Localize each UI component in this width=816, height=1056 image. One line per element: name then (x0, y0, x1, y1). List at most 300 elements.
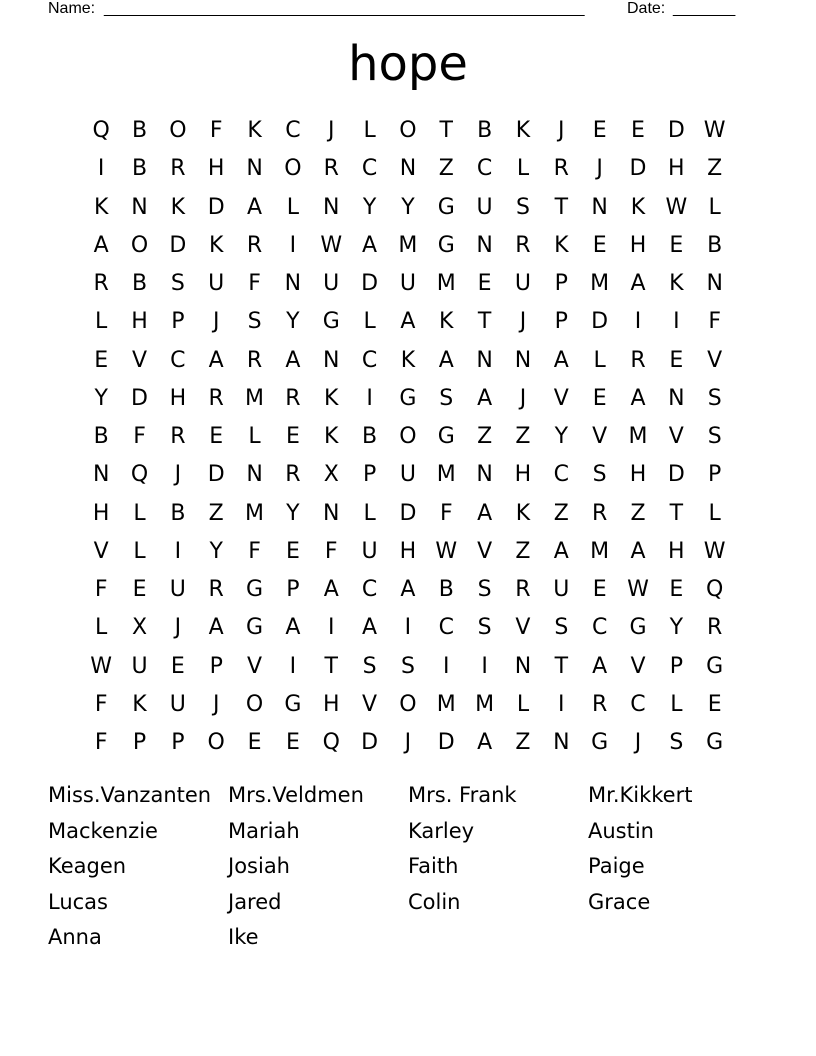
grid-letter: V (630, 653, 646, 679)
grid-letter: R (246, 232, 263, 258)
grid-letter: R (208, 577, 224, 603)
grid-letter: I (404, 615, 412, 641)
grid-letter: F (94, 577, 108, 603)
grid-letter: V (592, 424, 608, 450)
grid-letter: J (327, 118, 335, 144)
grid-letter: R (515, 577, 531, 603)
grid-letter: S (477, 615, 492, 641)
grid-letter: H (399, 538, 417, 564)
grid-letter: S (170, 271, 185, 297)
grid-letter: O (130, 232, 149, 258)
grid-letter: E (669, 347, 684, 373)
grid-letter: C (630, 691, 646, 717)
grid-letter: Y (362, 194, 377, 220)
name-label: Name: (48, 0, 96, 17)
grid-letter: M (590, 538, 610, 564)
grid-letter: B (362, 424, 378, 450)
grid-letter: T (439, 118, 453, 144)
grid-letter: Q (92, 118, 110, 144)
grid-letter: A (630, 271, 646, 297)
grid-letter: N (131, 194, 148, 220)
grid-letter: U (399, 271, 416, 297)
grid-letter: D (667, 462, 685, 488)
grid-letter: H (629, 462, 647, 488)
grid-letter: A (553, 538, 569, 564)
grid-letter: R (553, 156, 569, 182)
grid-letter: J (519, 385, 527, 411)
grid-letter: D (169, 232, 187, 258)
grid-letter: S (400, 653, 415, 679)
grid-letter: E (631, 118, 645, 144)
grid-letter: E (592, 577, 607, 603)
grid-letter: C (361, 347, 378, 373)
grid-letter: M (436, 271, 456, 297)
grid-letter: E (592, 232, 607, 258)
grid-letter: Z (515, 730, 531, 756)
grid-letter: N (323, 347, 340, 373)
word-list-item: Miss.Vanzanten (48, 783, 212, 807)
word-list-item: Grace (588, 889, 651, 914)
grid-letter: N (92, 462, 110, 488)
grid-letter: A (247, 194, 263, 220)
grid-row (82, 456, 734, 494)
grid-letter: E (132, 577, 147, 603)
grid-letter: P (171, 309, 185, 335)
grid-letter: Y (401, 194, 415, 220)
grid-letter: P (669, 653, 683, 679)
grid-letter: O (245, 691, 264, 717)
grid-letter: W (627, 577, 649, 603)
grid-letter: R (630, 347, 646, 373)
grid-letter: V (515, 615, 531, 641)
word-list-item: Karley (408, 818, 475, 843)
grid-letter: V (477, 538, 493, 564)
grid-letter: W (703, 538, 726, 564)
grid-letter: P (554, 309, 568, 335)
grid-letter: J (519, 309, 527, 335)
grid-letter: G (629, 615, 647, 641)
grid-letter: V (131, 347, 148, 373)
grid-letter: D (667, 118, 685, 144)
grid-letter: I (366, 385, 373, 411)
grid-letter: G (322, 309, 340, 335)
grid-letter: V (362, 691, 378, 717)
grid-letter: M (436, 691, 456, 717)
grid-letter: L (363, 500, 376, 526)
grid-letter: M (245, 385, 265, 411)
word-list-item: Colin (408, 889, 461, 914)
grid-letter: C (476, 156, 493, 182)
grid-letter: A (477, 500, 493, 526)
grid-letter: M (398, 232, 418, 258)
grid-letter: L (708, 194, 721, 220)
grid-letter: R (170, 156, 186, 182)
grid-letter: A (208, 615, 224, 641)
grid-letter: U (476, 194, 493, 220)
grid-letter: Q (130, 462, 149, 488)
grid-letter: A (592, 653, 608, 679)
word-list-item: Josiah (228, 854, 290, 878)
grid-letter: G (246, 615, 264, 641)
grid-letter: J (404, 730, 412, 756)
grid-letter: L (708, 500, 721, 526)
grid-row (82, 227, 734, 265)
grid-letter: K (515, 118, 531, 144)
grid-letter: P (286, 577, 300, 603)
word-list-item: Mrs.Veldmen (228, 783, 364, 807)
grid-letter: Y (554, 424, 569, 450)
grid-letter: D (361, 730, 379, 756)
grid-letter: B (477, 118, 493, 144)
grid-letter: W (703, 118, 726, 144)
grid-letter: R (591, 500, 608, 526)
grid-letter: N (476, 232, 493, 258)
grid-letter: N (476, 462, 493, 488)
grid-letter: L (95, 309, 108, 335)
grid-letter: O (399, 118, 417, 144)
grid-letter: E (285, 424, 300, 450)
grid-letter: O (399, 691, 417, 717)
grid-letter: A (477, 730, 493, 756)
grid-letter: B (170, 500, 186, 526)
grid-letter: G (437, 232, 455, 258)
grid-letter: L (286, 194, 300, 220)
grid-letter: I (289, 653, 297, 679)
grid-letter: D (131, 385, 148, 411)
grid-letter: E (477, 271, 492, 297)
grid-letter: L (363, 309, 376, 335)
grid-letter: E (285, 730, 300, 756)
grid-letter: N (553, 730, 570, 756)
grid-letter: S (439, 385, 454, 411)
grid-letter: F (324, 538, 338, 564)
grid-letter: E (170, 653, 185, 679)
grid-letter: R (285, 462, 301, 488)
grid-letter: K (630, 194, 646, 220)
grid-letter: I (634, 309, 642, 335)
grid-letter: N (514, 653, 532, 679)
grid-letter: U (131, 653, 148, 679)
grid-letter: K (170, 194, 186, 220)
grid-letter: V (553, 385, 569, 411)
grid-letter: S (592, 462, 607, 488)
grid-letter: T (324, 653, 338, 679)
worksheet-header (48, 0, 748, 20)
grid-letter: K (669, 271, 684, 297)
grid-letter: H (668, 538, 685, 564)
grid-letter: K (132, 691, 147, 717)
grid-letter: H (169, 385, 187, 411)
grid-row (82, 686, 734, 724)
grid-letter: I (558, 691, 565, 717)
grid-letter: G (437, 424, 455, 450)
word-list-item: Mr.Kikkert (588, 783, 693, 807)
grid-letter: D (591, 309, 609, 335)
grid-letter: J (174, 615, 182, 641)
grid-letter: C (170, 347, 186, 373)
grid-letter: O (399, 424, 417, 450)
grid-letter: M (475, 691, 495, 717)
grid-letter: L (516, 691, 530, 717)
grid-letter: F (439, 500, 453, 526)
grid-letter: V (93, 538, 109, 564)
grid-letter: U (208, 271, 225, 297)
grid-letter: E (669, 577, 684, 603)
grid-letter: S (707, 385, 722, 411)
grid-letter: H (207, 156, 225, 182)
grid-letter: K (324, 385, 339, 411)
grid-row (82, 265, 734, 303)
grid-row (82, 495, 734, 533)
grid-letter: Q (706, 577, 724, 603)
grid-letter: M (628, 424, 648, 450)
grid-row (82, 571, 734, 609)
grid-letter: H (131, 309, 148, 335)
grid-letter: L (133, 538, 146, 564)
grid-letter: C (285, 118, 301, 144)
grid-letter: Y (286, 500, 300, 526)
grid-letter: T (554, 194, 569, 220)
grid-letter: A (630, 538, 646, 564)
grid-letter: B (131, 156, 148, 182)
grid-letter: R (323, 156, 339, 182)
grid-letter: N (399, 156, 417, 182)
grid-letter: S (515, 194, 530, 220)
grid-letter: C (553, 462, 569, 488)
grid-letter: L (670, 691, 683, 717)
grid-letter: Z (438, 156, 454, 182)
grid-letter: R (93, 271, 109, 297)
grid-row (82, 724, 734, 762)
grid-letter: K (515, 500, 531, 526)
grid-letter: Z (553, 500, 569, 526)
grid-row (82, 418, 734, 456)
grid-row (82, 533, 734, 571)
grid-letter: D (207, 194, 225, 220)
grid-letter: R (170, 424, 186, 450)
grid-letter: R (707, 615, 723, 641)
word-list (48, 778, 768, 956)
grid-letter: E (707, 691, 722, 717)
grid-letter: A (630, 385, 646, 411)
grid-letter: B (131, 118, 148, 144)
grid-letter: K (247, 118, 262, 144)
grid-letter: X (131, 615, 148, 641)
grid-letter: N (514, 347, 532, 373)
grid-letter: P (554, 271, 568, 297)
grid-letter: J (596, 156, 603, 182)
grid-letter: J (634, 730, 642, 756)
grid-letter: J (212, 309, 220, 335)
grid-letter: U (399, 462, 416, 488)
grid-letter: S (477, 577, 492, 603)
word-list-item: Austin (588, 818, 654, 843)
grid-letter: J (558, 118, 565, 144)
grid-letter: O (207, 730, 225, 756)
grid-letter: Z (515, 424, 531, 450)
grid-letter: Q (322, 730, 340, 756)
grid-letter: Y (94, 385, 108, 411)
grid-letter: C (591, 615, 608, 641)
grid-row (82, 112, 734, 150)
word-list-item: Paige (588, 854, 645, 878)
grid-letter: N (323, 194, 340, 220)
grid-letter: H (322, 691, 340, 717)
grid-letter: B (707, 232, 723, 258)
grid-letter: E (592, 118, 607, 144)
grid-letter: A (400, 577, 416, 603)
grid-letter: P (132, 730, 147, 756)
grid-letter: A (477, 385, 493, 411)
grid-letter: G (246, 577, 264, 603)
grid-row (82, 609, 734, 647)
grid-letter: K (324, 424, 339, 450)
grid-letter: E (209, 424, 224, 450)
grid-letter: W (90, 653, 113, 679)
grid-row (82, 150, 734, 188)
grid-letter: E (669, 232, 684, 258)
grid-letter: K (439, 309, 454, 335)
grid-letter: N (476, 347, 493, 373)
grid-letter: N (323, 500, 340, 526)
grid-letter: L (516, 156, 530, 182)
grid-letter: A (323, 577, 339, 603)
grid-letter: E (285, 538, 300, 564)
grid-letter: S (247, 309, 262, 335)
word-list-item: Faith (408, 854, 459, 878)
grid-letter: D (399, 500, 417, 526)
grid-letter: D (437, 730, 455, 756)
grid-letter: D (361, 271, 379, 297)
grid-letter: U (514, 271, 531, 297)
grid-letter: A (285, 615, 301, 641)
grid-letter: H (92, 500, 110, 526)
grid-letter: U (361, 538, 378, 564)
grid-letter: P (708, 462, 722, 488)
grid-letter: G (284, 691, 302, 717)
grid-letter: G (399, 385, 417, 411)
grid-letter: S (362, 653, 377, 679)
grid-letter: N (246, 156, 263, 182)
grid-letter: A (400, 309, 416, 335)
grid-letter: A (362, 232, 378, 258)
grid-letter: L (363, 118, 376, 144)
grid-row (82, 342, 734, 380)
grid-letter: H (629, 232, 647, 258)
grid-letter: Z (515, 538, 531, 564)
grid-letter: E (94, 347, 109, 373)
grid-letter: W (320, 232, 343, 258)
grid-letter: F (94, 730, 108, 756)
grid-letter: L (95, 615, 108, 641)
grid-letter: D (207, 462, 225, 488)
grid-letter: W (435, 538, 458, 564)
grid-row (82, 380, 734, 418)
grid-letter: N (706, 271, 723, 297)
grid-letter: V (668, 424, 684, 450)
grid-row (82, 303, 734, 341)
grid-letter: S (554, 615, 569, 641)
grid-letter: G (591, 730, 609, 756)
grid-letter: Z (630, 500, 646, 526)
grid-letter: F (248, 538, 261, 564)
grid-letter: O (169, 118, 187, 144)
grid-letter: E (247, 730, 262, 756)
puzzle-title: hope (348, 36, 468, 92)
grid-letter: E (592, 385, 607, 411)
grid-letter: J (212, 691, 220, 717)
grid-letter: A (438, 347, 454, 373)
word-list-item: Lucas (48, 889, 108, 914)
grid-letter: C (361, 156, 378, 182)
grid-letter: H (514, 462, 532, 488)
grid-letter: R (285, 385, 301, 411)
grid-letter: L (248, 424, 261, 450)
grid-letter: X (323, 462, 339, 488)
grid-row (82, 189, 734, 227)
grid-letter: U (169, 691, 186, 717)
grid-letter: F (248, 271, 261, 297)
grid-letter: R (591, 691, 608, 717)
grid-letter: I (97, 156, 105, 182)
grid-letter: P (362, 462, 377, 488)
letter-grid (82, 112, 734, 762)
grid-letter: I (327, 615, 335, 641)
grid-letter: M (245, 500, 265, 526)
grid-letter: I (289, 232, 297, 258)
grid-letter: H (668, 156, 685, 182)
grid-letter: V (707, 347, 723, 373)
word-list-item: Mackenzie (48, 818, 158, 843)
grid-letter: S (669, 730, 684, 756)
grid-letter: P (209, 653, 223, 679)
grid-letter: G (437, 194, 455, 220)
grid-letter: T (554, 653, 569, 679)
grid-letter: U (553, 577, 570, 603)
grid-letter: L (593, 347, 606, 373)
grid-letter: F (708, 309, 721, 335)
grid-letter: B (93, 424, 109, 450)
grid-letter: Y (669, 615, 684, 641)
grid-letter: M (590, 271, 610, 297)
grid-letter: F (94, 691, 108, 717)
grid-letter: U (323, 271, 340, 297)
grid-letter: L (133, 500, 146, 526)
grid-letter: Z (707, 156, 723, 182)
grid-letter: D (629, 156, 647, 182)
word-list-item: Keagen (48, 854, 127, 878)
word-list-item: Jared (228, 889, 282, 914)
grid-letter: N (591, 194, 608, 220)
grid-letter: Y (209, 538, 223, 564)
grid-letter: I (443, 653, 450, 679)
grid-letter: G (706, 653, 724, 679)
grid-letter: Z (208, 500, 224, 526)
word-list-item: Ike (228, 925, 259, 949)
grid-letter: R (515, 232, 531, 258)
grid-letter: B (131, 271, 148, 297)
grid-letter: K (400, 347, 416, 373)
grid-letter: N (284, 271, 302, 297)
grid-letter: T (477, 309, 492, 335)
grid-letter: C (361, 577, 378, 603)
grid-letter: A (362, 615, 378, 641)
grid-letter: K (208, 232, 224, 258)
grid-letter: V (247, 653, 263, 679)
name-blank-line: ______________________________________________________ (104, 0, 585, 17)
grid-letter: T (669, 500, 684, 526)
grid-letter: J (174, 462, 182, 488)
